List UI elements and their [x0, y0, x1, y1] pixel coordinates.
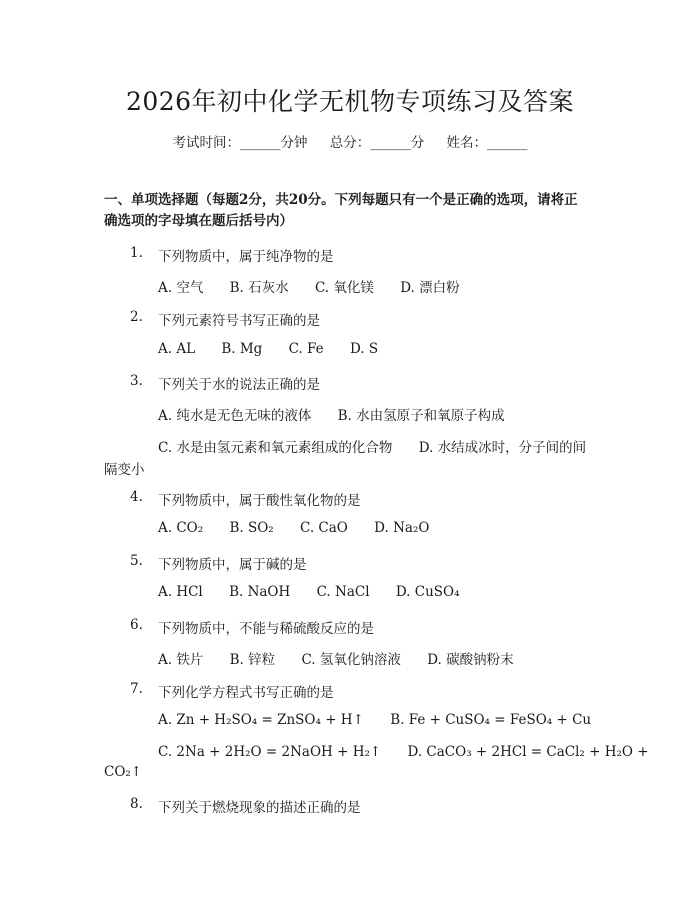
options-row: [158, 648, 536, 668]
question-number: 3.: [130, 373, 143, 389]
option-a: A. HCl: [158, 584, 203, 600]
question-number: 1.: [130, 245, 143, 261]
options-row: [158, 712, 613, 728]
options-row: [158, 404, 527, 424]
exam-time-field: 考试时间：______分钟: [172, 135, 308, 151]
question-number: 5.: [130, 553, 143, 569]
section-heading: [104, 190, 604, 232]
option-wrap-line: 隔变小: [104, 462, 145, 478]
option-a: A. Zn + H₂SO₄ = ZnSO₄ + H↑: [158, 712, 364, 728]
option-d: D. CuSO₄: [395, 584, 460, 600]
question-text: 下列物质中，属于纯净物的是: [158, 249, 334, 265]
option-a: A. 纯水是无色无味的液体: [158, 408, 312, 424]
option-c: C. 氧化镁: [314, 280, 374, 296]
question-text: 下列化学方程式书写正确的是: [158, 685, 334, 701]
option-b: B. 石灰水: [229, 280, 289, 296]
option-a: A. AL: [158, 341, 196, 357]
page-title: 2026年初中化学无机物专项练习及答案: [125, 87, 575, 116]
option-d: D. S: [349, 341, 379, 357]
option-c: C. CaO: [299, 520, 348, 536]
option-c: C. Fe: [288, 341, 324, 357]
question-text: 下列物质中，属于酸性氧化物的是: [158, 493, 361, 509]
question-number: 7.: [130, 681, 143, 697]
option-b: B. Fe + CuSO₄ = FeSO₄ + Cu: [390, 712, 592, 728]
option-c: C. 2Na + 2H₂O = 2NaOH + H₂↑: [158, 744, 382, 760]
question-text: 下列关于水的说法正确的是: [158, 377, 320, 393]
options-row: [158, 520, 451, 536]
option-c: C. 水是由氢元素和氧元素组成的化合物: [158, 440, 393, 456]
option-wrap-line: CO₂↑: [104, 764, 143, 780]
total-score-field: 总分：______分: [329, 135, 425, 151]
option-d: D. Na₂O: [374, 520, 430, 536]
option-a: A. CO₂: [158, 520, 204, 536]
exam-info: [0, 131, 700, 151]
question-number: 4.: [130, 489, 143, 505]
option-b: B. NaOH: [229, 584, 291, 600]
option-c: C. 氢氧化钠溶液: [301, 652, 401, 668]
section-heading-line: 确选项的字母填在题后括号内）: [104, 213, 293, 229]
option-a: A. 铁片: [158, 652, 204, 668]
question-number: 8.: [130, 796, 143, 812]
option-d: D. 水结成冰时，分子间的间: [418, 440, 587, 456]
question-text: 下列物质中，不能与稀硫酸反应的是: [158, 621, 374, 637]
option-a: A. 空气: [158, 280, 204, 296]
question-number: 2.: [130, 309, 143, 325]
options-row: [158, 341, 400, 357]
option-b: B. SO₂: [229, 520, 274, 536]
option-b: B. 锌粒: [229, 652, 276, 668]
option-d: D. CaCO₃ + 2HCl = CaCl₂ + H₂O +: [407, 744, 649, 760]
option-b: B. 水由氢原子和氧原子构成: [337, 408, 505, 424]
option-c: C. NaCl: [316, 584, 370, 600]
section-heading-line: 一、单项选择题（每题2分，共20分。下列每题只有一个是正确的选项，请将正: [104, 192, 578, 208]
question-text: 下列关于燃烧现象的描述正确的是: [158, 800, 361, 816]
options-row: [158, 436, 586, 456]
question-text: 下列物质中，属于碱的是: [158, 557, 307, 573]
question-text: 下列元素符号书写正确的是: [158, 313, 320, 329]
options-row: [158, 744, 649, 760]
options-row: [158, 584, 482, 600]
option-d: D. 漂白粉: [400, 280, 460, 296]
question-number: 6.: [130, 617, 143, 633]
student-name-field: 姓名：______: [446, 135, 528, 151]
options-row: [158, 276, 482, 296]
option-d: D. 碳酸钠粉末: [427, 652, 514, 668]
option-b: B. Mg: [221, 341, 263, 357]
